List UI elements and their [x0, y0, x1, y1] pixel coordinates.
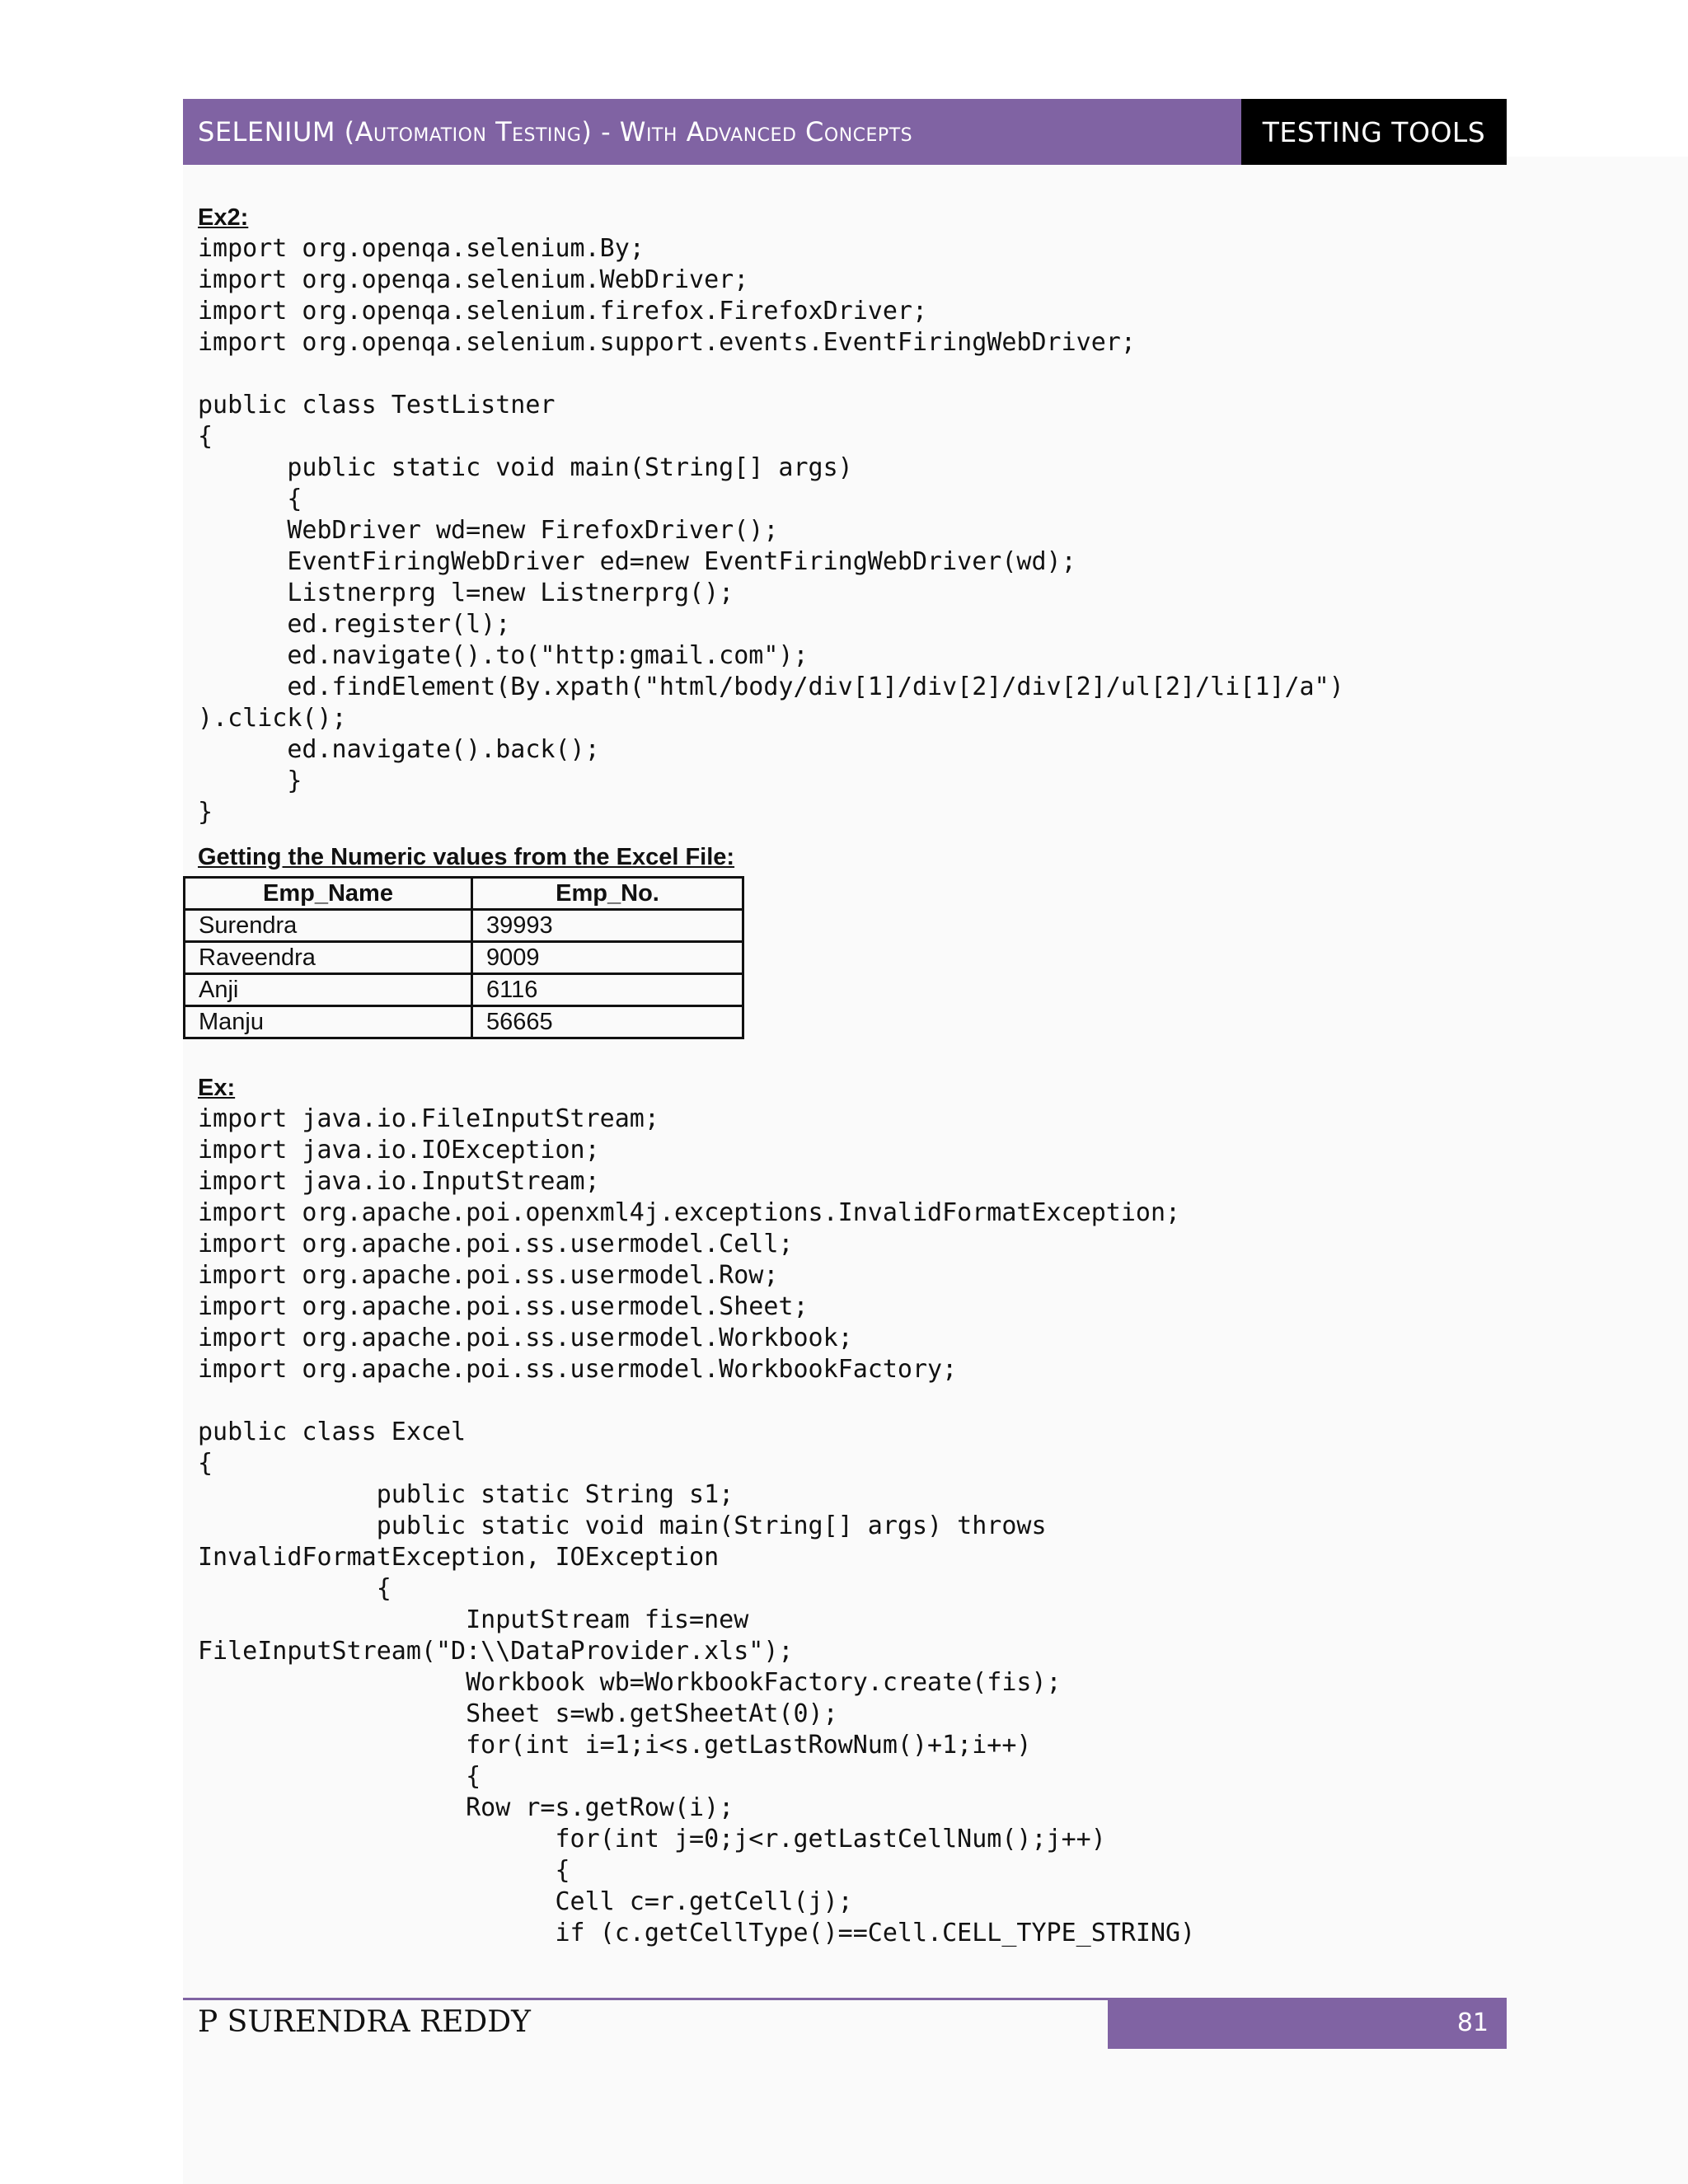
code-line: public static void main(String[] args) — [198, 453, 853, 482]
code-line: import org.apache.poi.ss.usermodel.Sheet; — [198, 1292, 809, 1321]
code-line: ed.register(l); — [198, 610, 511, 639]
table-cell-name: Anji — [185, 974, 472, 1006]
code-line: { — [198, 1762, 481, 1791]
code-block-excel — [198, 1104, 1517, 1949]
section-heading-excel-numeric: Getting the Numeric values from the Excel File: — [198, 844, 735, 870]
footer-page-box — [1108, 1998, 1507, 2049]
code-line: { — [198, 1856, 570, 1885]
code-line: public static void main(String[] args) throws — [198, 1511, 1047, 1540]
page-header — [183, 99, 1507, 165]
header-tag: TESTING TOOLS — [1262, 115, 1486, 148]
code-line: WebDriver wd=new FirefoxDriver(); — [198, 516, 779, 545]
code-line: } — [198, 766, 302, 795]
code-line: for(int j=0;j<r.getLastCellNum();j++) — [198, 1825, 1106, 1854]
code-line: ed.navigate().back(); — [198, 735, 600, 764]
employee-table — [183, 876, 744, 1039]
code-line: } — [198, 798, 213, 827]
table-cell-number: 9009 — [472, 942, 743, 974]
header-tag-box — [1241, 99, 1507, 165]
code-line — [198, 359, 1517, 390]
table-header-emp-no: Emp_No. — [472, 878, 743, 910]
code-line: InputStream fis=new — [198, 1605, 749, 1634]
code-line: import org.apache.poi.ss.usermodel.Cell; — [198, 1230, 794, 1258]
code-line: { — [198, 485, 302, 513]
code-line — [198, 1385, 1517, 1417]
section-heading-ex2: Ex2: — [198, 204, 249, 231]
table-cell-name: Surendra — [185, 910, 472, 942]
code-line: Cell c=r.getCell(j); — [198, 1887, 853, 1916]
code-line: import java.io.FileInputStream; — [198, 1104, 659, 1133]
code-line: Workbook wb=WorkbookFactory.create(fis); — [198, 1668, 1062, 1697]
code-line: EventFiringWebDriver ed=new EventFiringWebDriver(wd); — [198, 547, 1076, 576]
section-heading-ex: Ex: — [198, 1075, 236, 1101]
code-line: InvalidFormatException, IOException — [198, 1543, 720, 1572]
header-title: SELENIUM (Automation Testing) - With Advanced Concepts — [198, 116, 913, 148]
code-block-listener — [198, 233, 1517, 828]
code-line: import org.openqa.selenium.support.events.EventFiringWebDriver; — [198, 328, 1136, 357]
table-cell-name: Raveendra — [185, 942, 472, 974]
code-line: import java.io.IOException; — [198, 1136, 600, 1165]
table-cell-number: 6116 — [472, 974, 743, 1006]
table-row — [185, 1006, 743, 1038]
table-cell-number: 56665 — [472, 1006, 743, 1038]
code-line: for(int i=1;i<s.getLastRowNum()+1;i++) — [198, 1731, 1032, 1760]
code-line: import org.openqa.selenium.firefox.FirefoxDriver; — [198, 297, 928, 326]
code-line: Sheet s=wb.getSheetAt(0); — [198, 1699, 838, 1728]
code-line: import org.apache.poi.openxml4j.exceptions.InvalidFormatException; — [198, 1198, 1181, 1227]
code-line: import org.apache.poi.ss.usermodel.WorkbookFactory; — [198, 1355, 958, 1384]
code-line: { — [198, 1574, 392, 1603]
code-line: Row r=s.getRow(i); — [198, 1793, 734, 1822]
code-line: public class TestListner — [198, 391, 556, 419]
header-title-bar — [183, 99, 1241, 165]
code-line: if (c.getCellType()==Cell.CELL_TYPE_STRING) — [198, 1919, 1196, 1947]
table-row — [185, 974, 743, 1006]
code-line: import org.apache.poi.ss.usermodel.Workbook; — [198, 1324, 853, 1352]
code-line: ed.navigate().to("http:gmail.com"); — [198, 641, 809, 670]
table-header-row — [185, 878, 743, 910]
code-line: public class Excel — [198, 1418, 467, 1446]
page-number: 81 — [1456, 2008, 1489, 2037]
code-line: { — [198, 1449, 213, 1478]
code-line: Listnerprg l=new Listnerprg(); — [198, 579, 734, 607]
code-line: { — [198, 422, 213, 451]
table-row — [185, 910, 743, 942]
table-header-emp-name: Emp_Name — [185, 878, 472, 910]
code-line: ).click(); — [198, 704, 347, 733]
page-content — [198, 202, 1517, 1949]
code-line: ed.findElement(By.xpath("html/body/div[1]/div[2]/div[2]/ul[2]/li[1]/a") — [198, 673, 1344, 701]
code-line: import org.apache.poi.ss.usermodel.Row; — [198, 1261, 779, 1290]
footer-author: P SURENDRA REDDY — [198, 2005, 531, 2039]
table-cell-name: Manju — [185, 1006, 472, 1038]
table-cell-number: 39993 — [472, 910, 743, 942]
code-line: FileInputStream("D:\\DataProvider.xls"); — [198, 1637, 794, 1666]
code-line: import org.openqa.selenium.By; — [198, 234, 645, 263]
code-line: public static String s1; — [198, 1480, 734, 1509]
table-row — [185, 942, 743, 974]
code-line: import java.io.InputStream; — [198, 1167, 600, 1196]
code-line: import org.openqa.selenium.WebDriver; — [198, 265, 749, 294]
